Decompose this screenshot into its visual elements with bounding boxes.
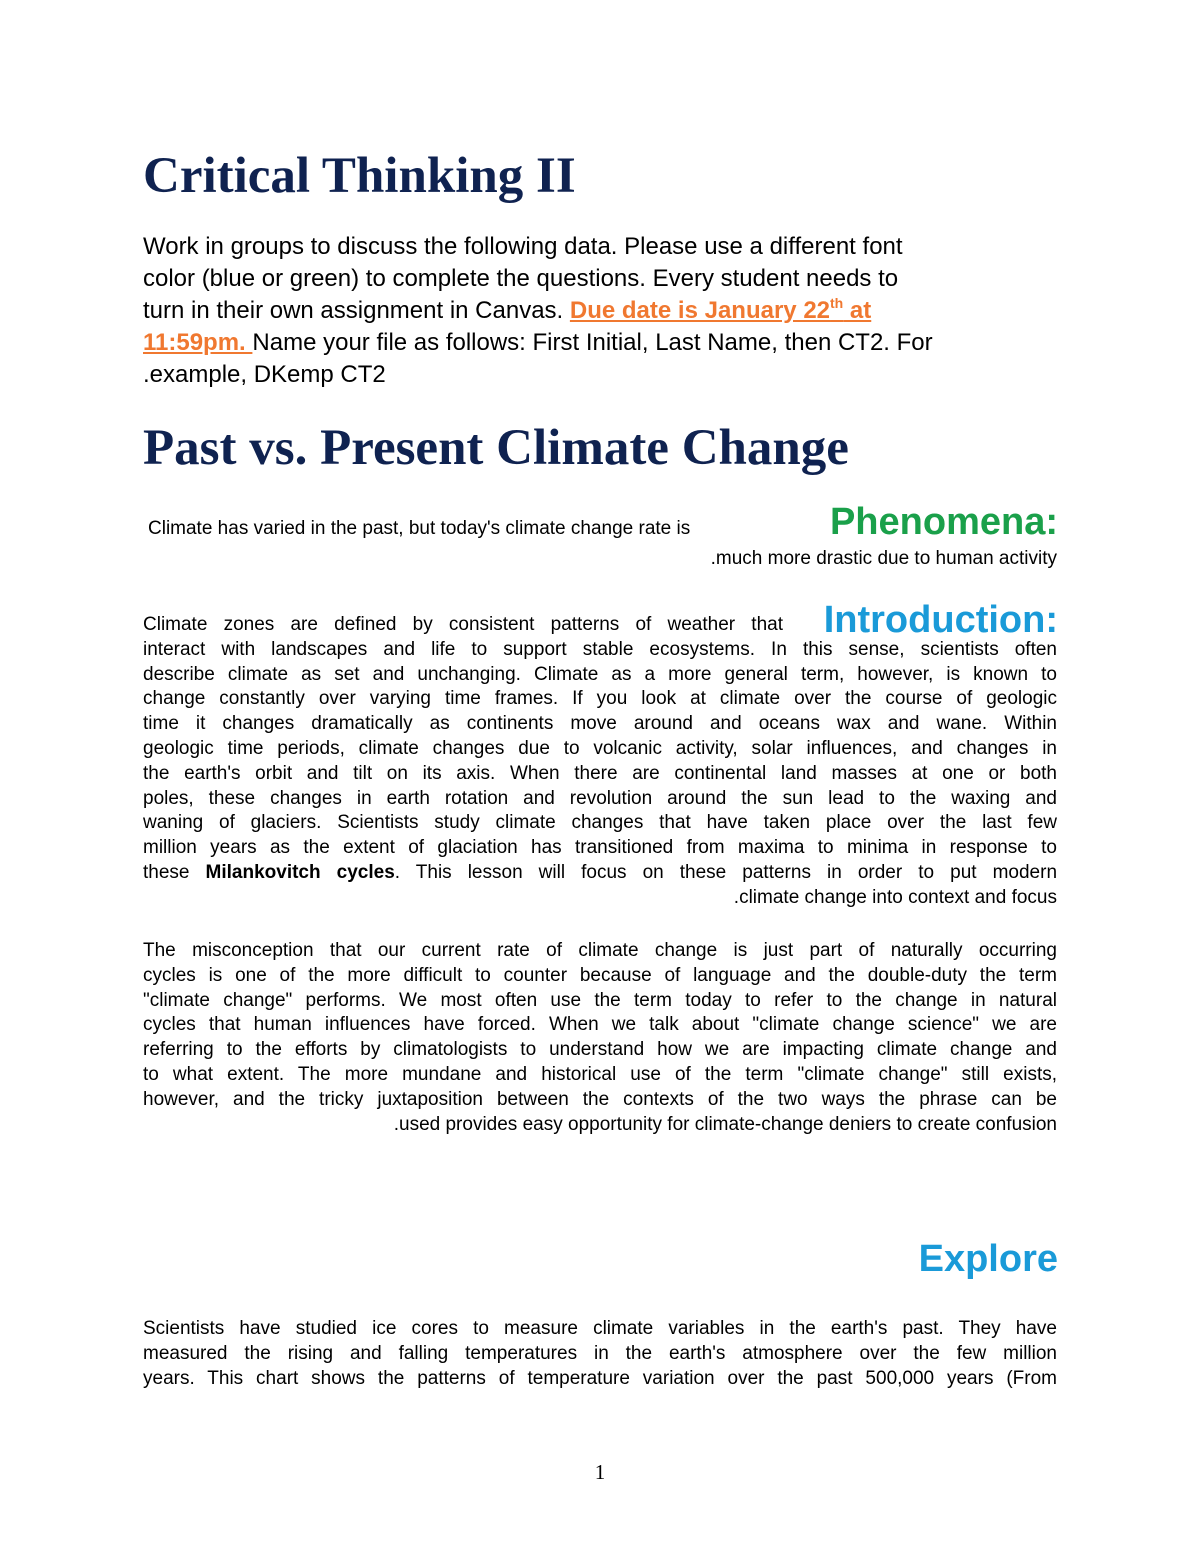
introduction-text-part: . This lesson will focus on these patterns in order to put modern [394,861,1058,883]
instructions-line [143,327,1063,359]
introduction-line [143,861,1057,886]
introduction-text [143,613,1057,911]
instructions-line: .example, DKemp CT2 [143,361,386,388]
introduction-heading: Introduction: [823,599,1058,641]
instructions-line: Work in groups to discuss the following data. Please use a different font [143,233,903,260]
due-date-part: Due date is January 22 [569,297,831,324]
explore-heading: Explore [918,1238,1058,1280]
instructions-line [143,295,1063,327]
phenomena-text [143,517,1057,572]
due-date-text [570,297,871,324]
misconception-line: however, and the tricky juxtaposition between the contexts of the two ways the phrase can be [143,1088,1057,1110]
misconception-text [143,939,1057,1137]
explore-line: Scientists have studied ice cores to measure climate variables in the earth's past. They have [143,1318,1057,1339]
instructions-text: turn in their own assignment in Canvas. [143,297,570,324]
milankovitch-term: Milankovitch cycles [205,861,395,883]
introduction-line: waning of glaciers. Scientists study climate changes that have taken place over the last few [143,812,1057,834]
introduction-line: interact with landscapes and life to support stable ecosystems. In this sense, scientists often [143,638,1057,660]
explore-line: measured the rising and falling temperatures in the earth's atmosphere over the few million [143,1342,1057,1364]
introduction-line: Climate zones are defined by consistent patterns of weather that [143,614,783,635]
misconception-line: The misconception that our current rate of climate change is just part of naturally occurring [143,940,1057,961]
misconception-line: cycles that human influences have forced. When we talk about "climate change science" we are [143,1014,1057,1036]
introduction-line: change constantly over varying time frames. If you look at climate over the course of geologic [143,688,1057,710]
introduction-line: time it changes dramatically as continents move around and oceans wax and wane. Within [143,713,1057,735]
instructions-line: color (blue or green) to complete the questions. Every student needs to [143,265,899,292]
introduction-line: .climate change into context and focus [733,886,1057,908]
introduction-line: the earth's orbit and tilt on its axis. When there are continental land masses at one or both [143,762,1057,784]
page-number: 1 [594,1460,606,1484]
section-title: Past vs. Present Climate Change [143,420,849,476]
assignment-instructions [143,231,1063,391]
instructions-text: Name your file as follows: First Initial, Last Name, then CT2. For [252,329,933,356]
explore-text [143,1317,1057,1391]
due-date-superscript: th [830,295,844,311]
misconception-line: to what extent. The more mundane and historical use of the term "climate change" still exists, [143,1063,1057,1085]
due-time-text: 11:59pm. [143,329,253,356]
misconception-line: "climate change" performs. We most often use the term today to refer to the change in natural [143,989,1057,1011]
phenomena-line: Climate has varied in the past, but today's climate change rate is [148,518,691,539]
misconception-line: cycles is one of the more difficult to counter because of language and the double-duty the term [143,964,1057,986]
due-date-part: at [843,297,872,324]
introduction-line: poles, these changes in earth rotation and revolution around the sun lead to the waxing and [143,787,1057,809]
document-title: Critical Thinking II [143,148,576,204]
misconception-line: .used provides easy opportunity for climate-change deniers to create confusion [393,1113,1057,1135]
introduction-text-part: these [143,861,206,883]
misconception-line: referring to the efforts by climatologists to understand how we are impacting climate change and [143,1039,1057,1061]
phenomena-line: .much more drastic due to human activity [710,547,1057,569]
introduction-line: geologic time periods, climate changes due to volcanic activity, solar influences, and changes in [143,737,1057,759]
phenomena-heading: Phenomena: [829,501,1058,543]
introduction-line: describe climate as set and unchanging. Climate as a more general term, however, is known to [143,663,1057,685]
explore-line: years. This chart shows the patterns of temperature variation over the past 500,000 years (From [143,1367,1057,1389]
introduction-line: million years as the extent of glaciation has transitioned from maxima to minima in response to [143,837,1057,859]
